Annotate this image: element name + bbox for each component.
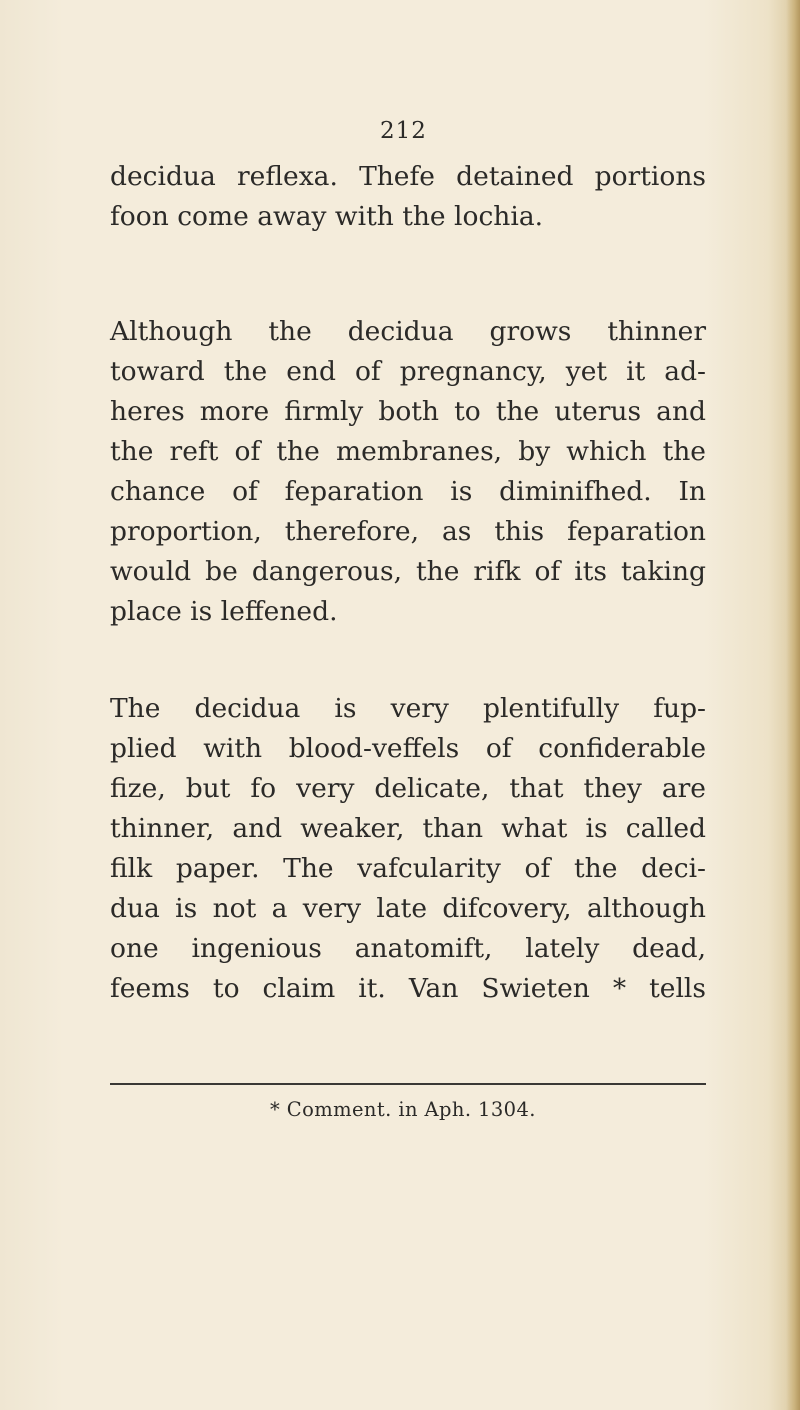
text-line: fize, but fo very delicate, that they are [110,773,706,804]
text-line: The decidua is very plentifully fup- [110,693,706,724]
text-line: plied with blood-veffels of confiderable [110,733,706,764]
footnote-rule [110,1083,706,1085]
paragraph-1 [110,157,706,237]
text-line: thinner, and weaker, than what is called [110,813,706,844]
text-line: filk paper. The vafcularity of the deci- [110,853,706,884]
text-line: Although the decidua grows thinner [110,316,706,347]
page-number: 212 [380,118,427,144]
text-line: chance of feparation is diminifhed. In [110,476,706,507]
text-line: one ingenious anatomift, lately dead, [110,933,706,964]
text-line: dua is not a very late difcovery, although [110,893,706,924]
text-line: decidua reflexa. Thefe detained portions [110,161,706,192]
text-line: would be dangerous, the rifk of its taking [110,556,706,587]
text-line: proportion, therefore, as this feparation [110,516,706,547]
text-line: the reft of the membranes, by which the [110,436,706,467]
text-line: place is leffened. [110,596,338,627]
text-line: heres more firmly both to the uterus and [110,396,706,427]
paragraph-3 [110,689,706,1009]
footnote: * Comment. in Aph. 1304. [270,1098,536,1121]
text-line: foon come away with the lochia. [110,201,544,232]
page-edge-shadow [786,0,800,1410]
text-line: toward the end of pregnancy, yet it ad- [110,356,706,387]
paragraph-2 [110,312,706,632]
text-line: feems to claim it. Van Swieten * tells [110,973,706,1004]
